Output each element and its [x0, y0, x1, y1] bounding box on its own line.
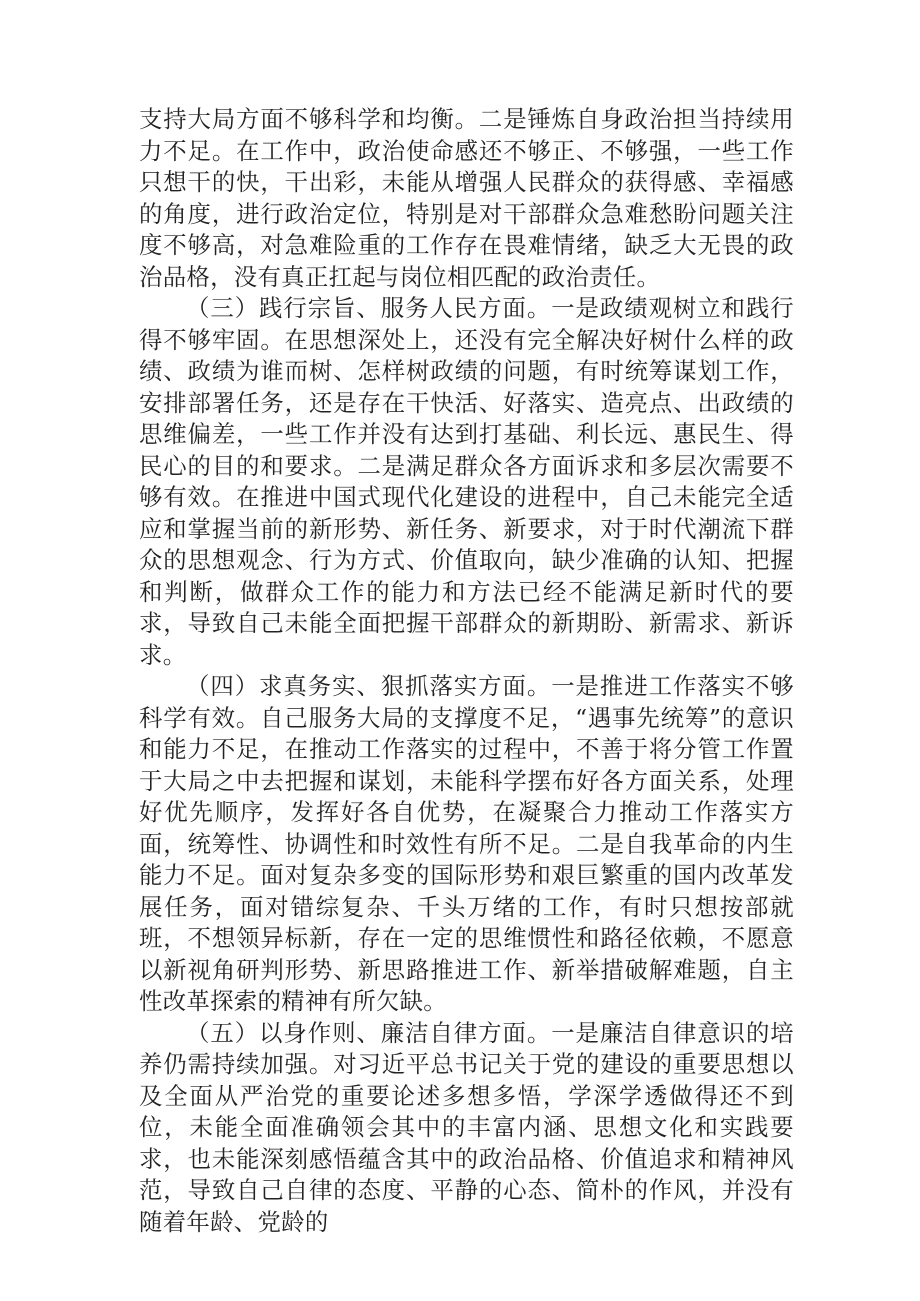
- paragraph-section-3: （三）践行宗旨、服务人民方面。一是政绩观树立和践行得不够牢固。在思想深处上，还没有完全解决好树什么样的政绩、政绩为谁而树、怎样树政绩的问题，有时统筹谋划工作，安排部署任务，还是存在干快活、好落实、造亮点、出政绩的思维偏差，一些工作并没有达到打基础、利长远、惠民生、得民心的目的和要求。二是满足群众各方面诉求和多层次需要不够有效。在推进中国式现代化建设的进程中，自己未能完全适应和掌握当前的新形势、新任务、新要求，对于时代潮流下群众的思想观念、行为方式、价值取向，缺少准确的认知、把握和判断，做群众工作的能力和方法已经不能满足新时代的要求，导致自己未能全面把握干部群众的新期盼、新需求、新诉求。: [139, 294, 794, 669]
- paragraph-continuation: 支持大局方面不够科学和均衡。二是锤炼自身政治担当持续用力不足。在工作中，政治使命感还不够正、不够强，一些工作只想干的快，干出彩，未能从增强人民群众的获得感、幸福感的角度，进行政治定位，特别是对干部群众急难愁盼问题关注度不够高，对急难险重的工作存在畏难情绪，缺乏大无畏的政治品格，没有真正扛起与岗位相匹配的政治责任。: [139, 105, 794, 291]
- paragraph-section-5: （五）以身作则、廉洁自律方面。一是廉洁自律意识的培养仍需持续加强。对习近平总书记关于党的建设的重要思想以及全面从严治党的重要论述多想多悟，学深学透做得还不到位，未能全面准确领会其中的丰富内涵、思想文化和实践要求，也未能深刻感悟蕴含其中的政治品格、价值追求和精神风范，导致自己自律的态度、平静的心态、简朴的作风，并没有随着年龄、党龄的: [139, 1018, 794, 1236]
- document-page: [139, 104, 794, 1238]
- paragraph-section-4: （四）求真务实、狠抓落实方面。一是推进工作落实不够科学有效。自己服务大局的支撑度不足，“遇事先统筹”的意识和能力不足，在推动工作落实的过程中，不善于将分管工作置于大局之中去把握和谋划，未能科学摆布好各方面关系，处理好优先顺序，发挥好各自优势，在凝聚合力推动工作落实方面，统筹性、协调性和时效性有所不足。二是自我革命的内生能力不足。面对复杂多变的国际形势和艰巨繁重的国内改革发展任务，面对错综复杂、千头万绪的工作，有时只想按部就班，不想领异标新，存在一定的思维惯性和路径依赖，不愿意以新视角研判形势、新思路推进工作、新举措破解难题，自主性改革探索的精神有所欠缺。: [139, 672, 794, 1015]
